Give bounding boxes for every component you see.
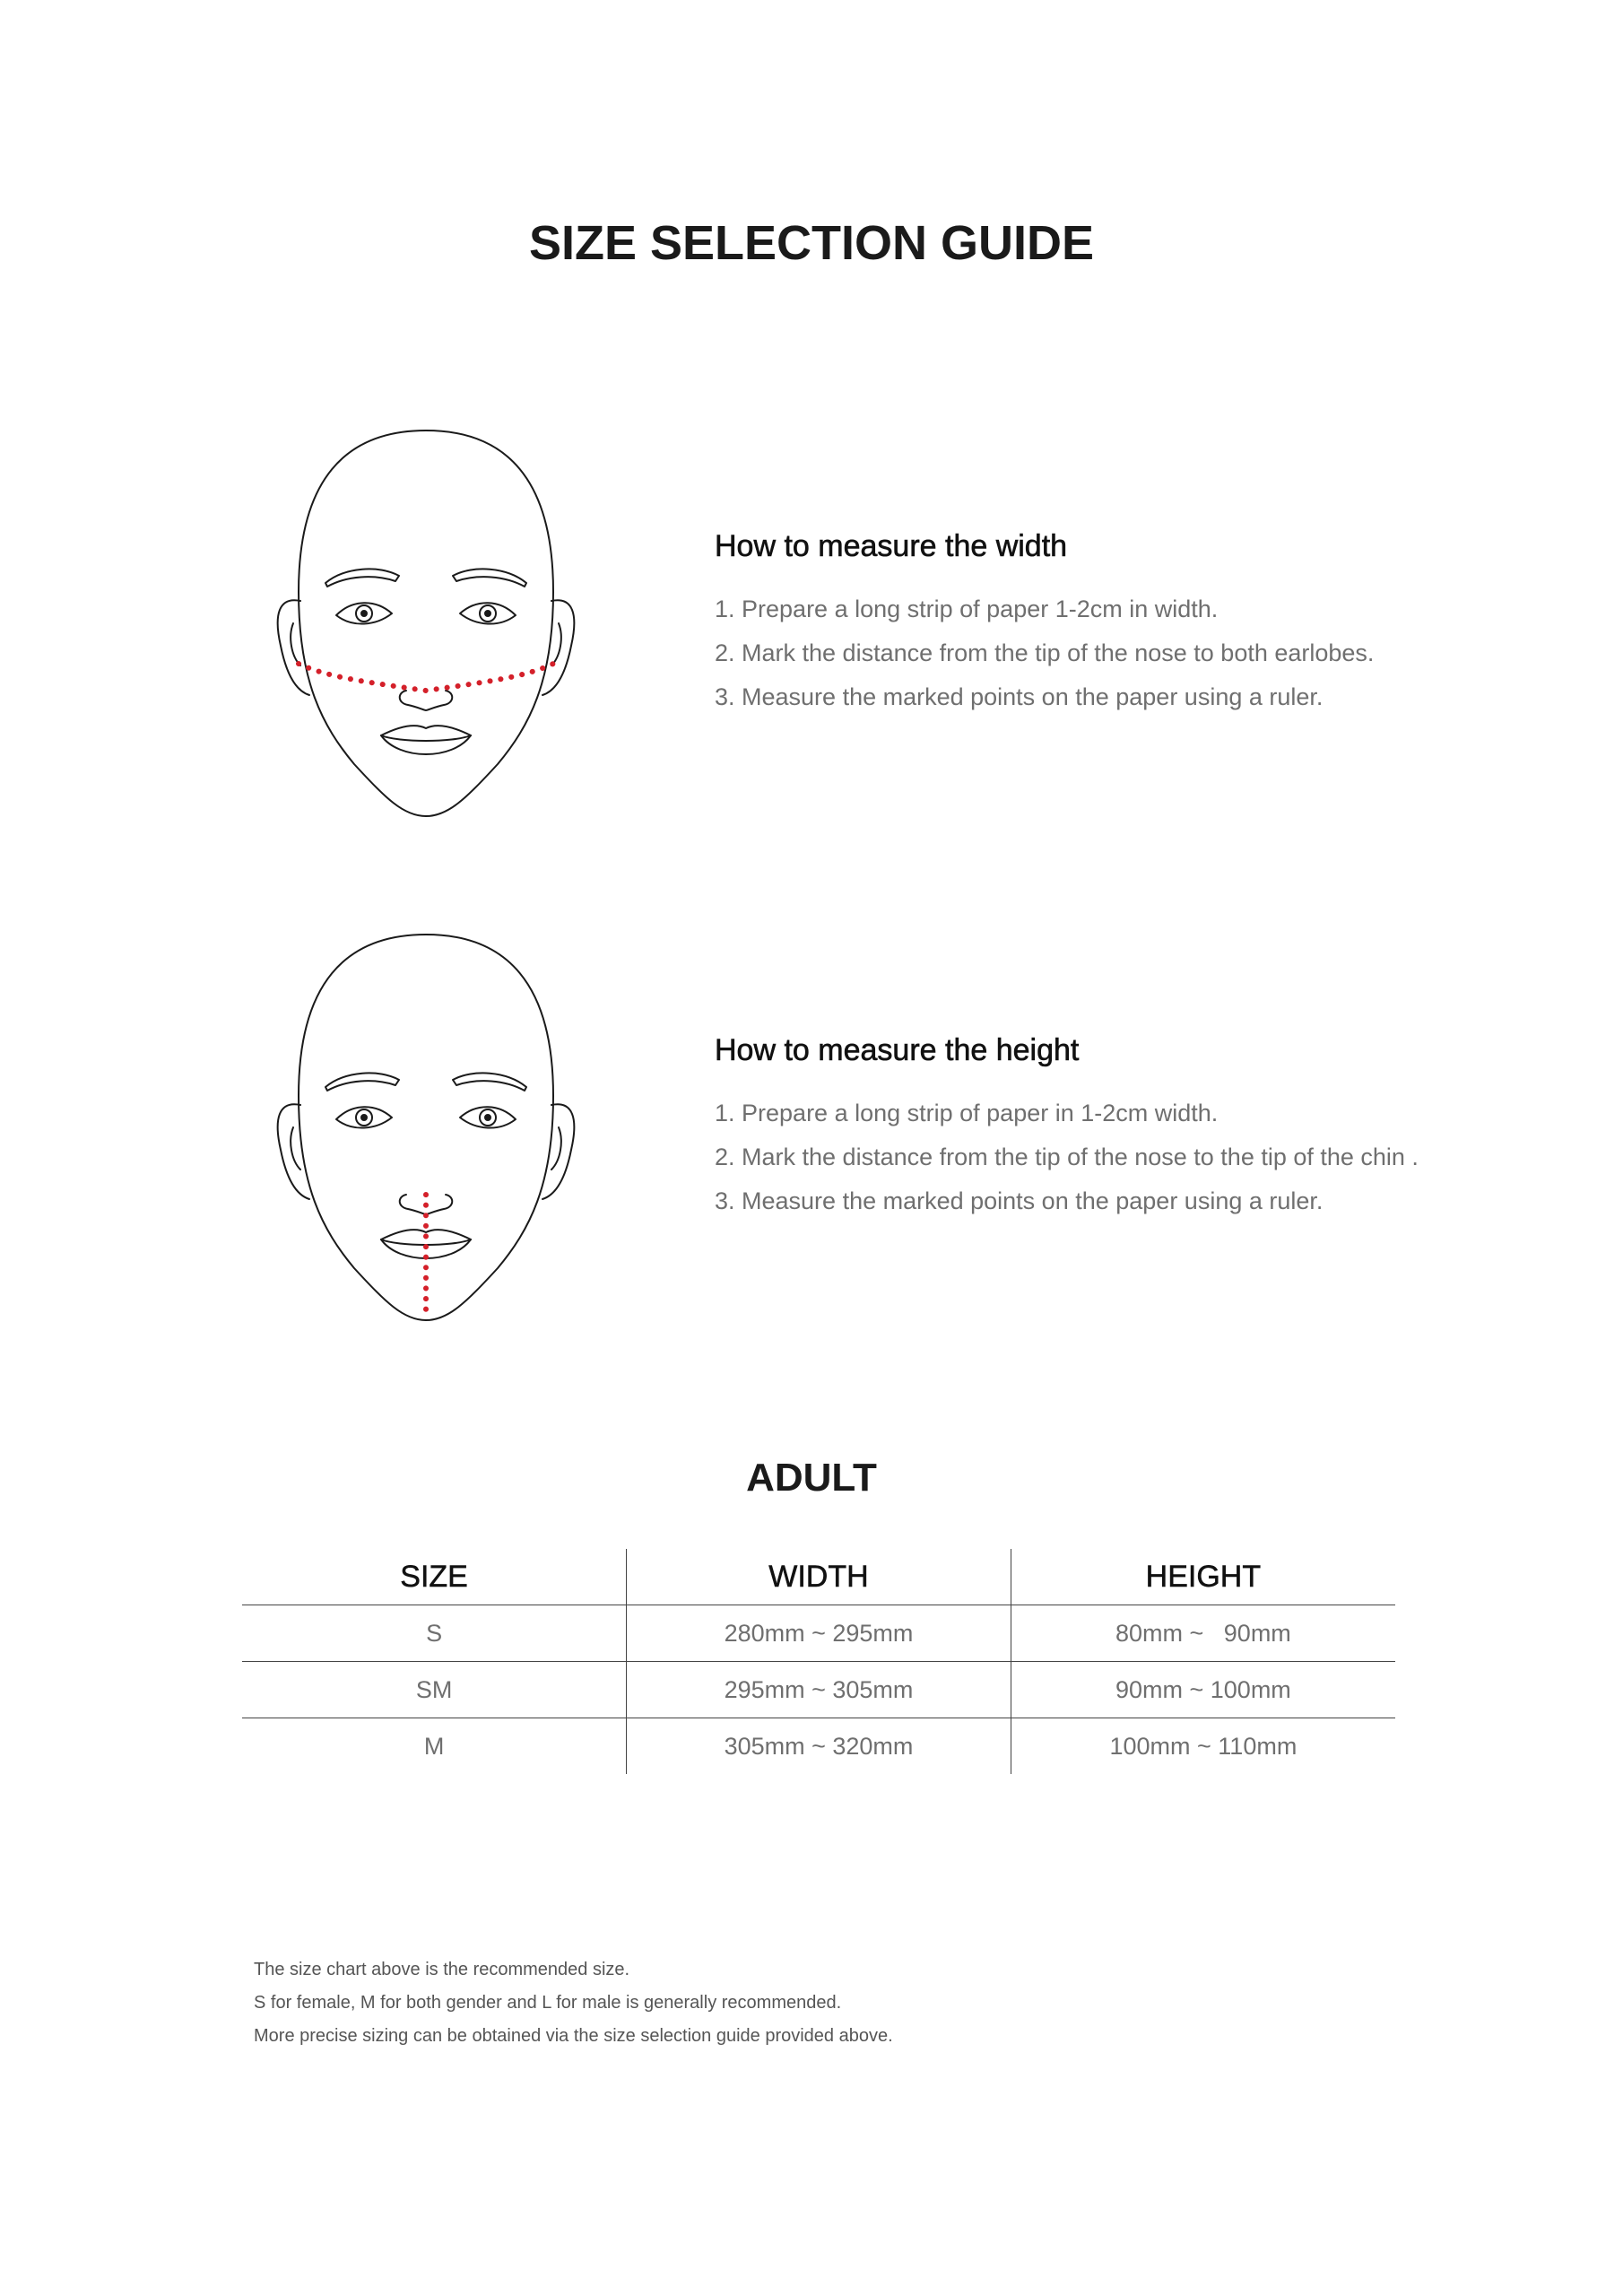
height-steps-list (715, 1091, 1522, 1223)
size-table (242, 1549, 1395, 1774)
face-width-measure-icon (273, 422, 578, 825)
column-header-width: WIDTH (627, 1549, 1011, 1605)
footnote: S for female, M for both gender and L for male is generally recommended. (254, 1993, 842, 2013)
list-item: 2. Mark the distance from the tip of the nose to the tip of the chin . (715, 1144, 1419, 1170)
footnote: More precise sizing can be obtained via the size selection guide provided above. (254, 2026, 893, 2046)
height-cell: 90mm ~ 100mm (1011, 1662, 1395, 1718)
footnote: The size chart above is the recommended size. (254, 1960, 630, 1979)
size-cell: SM (242, 1662, 627, 1718)
list-item: 1. Prepare a long strip of paper 1-2cm in width. (715, 596, 1219, 622)
column-header-height: HEIGHT (1011, 1549, 1395, 1605)
width-heading: How to measure the width (715, 529, 1068, 563)
width-cell: 280mm ~ 295mm (627, 1605, 1011, 1662)
table-header-row (242, 1549, 1395, 1605)
table-row (242, 1662, 1395, 1718)
adult-heading: ADULT (746, 1456, 877, 1500)
height-instructions (715, 1033, 1522, 1223)
width-cell: 305mm ~ 320mm (627, 1718, 1011, 1775)
size-cell: S (242, 1605, 627, 1662)
width-cell: 295mm ~ 305mm (627, 1662, 1011, 1718)
footnotes (254, 1953, 893, 2053)
list-item: 2. Mark the distance from the tip of the nose to both earlobes. (715, 639, 1375, 666)
width-steps-list (715, 587, 1522, 719)
list-item: 3. Measure the marked points on the paper using a ruler. (715, 683, 1324, 710)
width-instructions (715, 529, 1522, 719)
table-row (242, 1718, 1395, 1775)
face-height-measure-icon (273, 926, 578, 1329)
list-item: 1. Prepare a long strip of paper in 1-2cm width. (715, 1100, 1219, 1126)
list-item: 3. Measure the marked points on the paper using a ruler. (715, 1187, 1324, 1214)
table-row (242, 1605, 1395, 1662)
height-heading: How to measure the height (715, 1033, 1080, 1067)
column-header-size: SIZE (242, 1549, 627, 1605)
height-cell: 80mm ~ 90mm (1011, 1605, 1395, 1662)
height-cell: 100mm ~ 110mm (1011, 1718, 1395, 1775)
page-title: SIZE SELECTION GUIDE (528, 216, 1095, 270)
size-cell: M (423, 1732, 445, 1760)
